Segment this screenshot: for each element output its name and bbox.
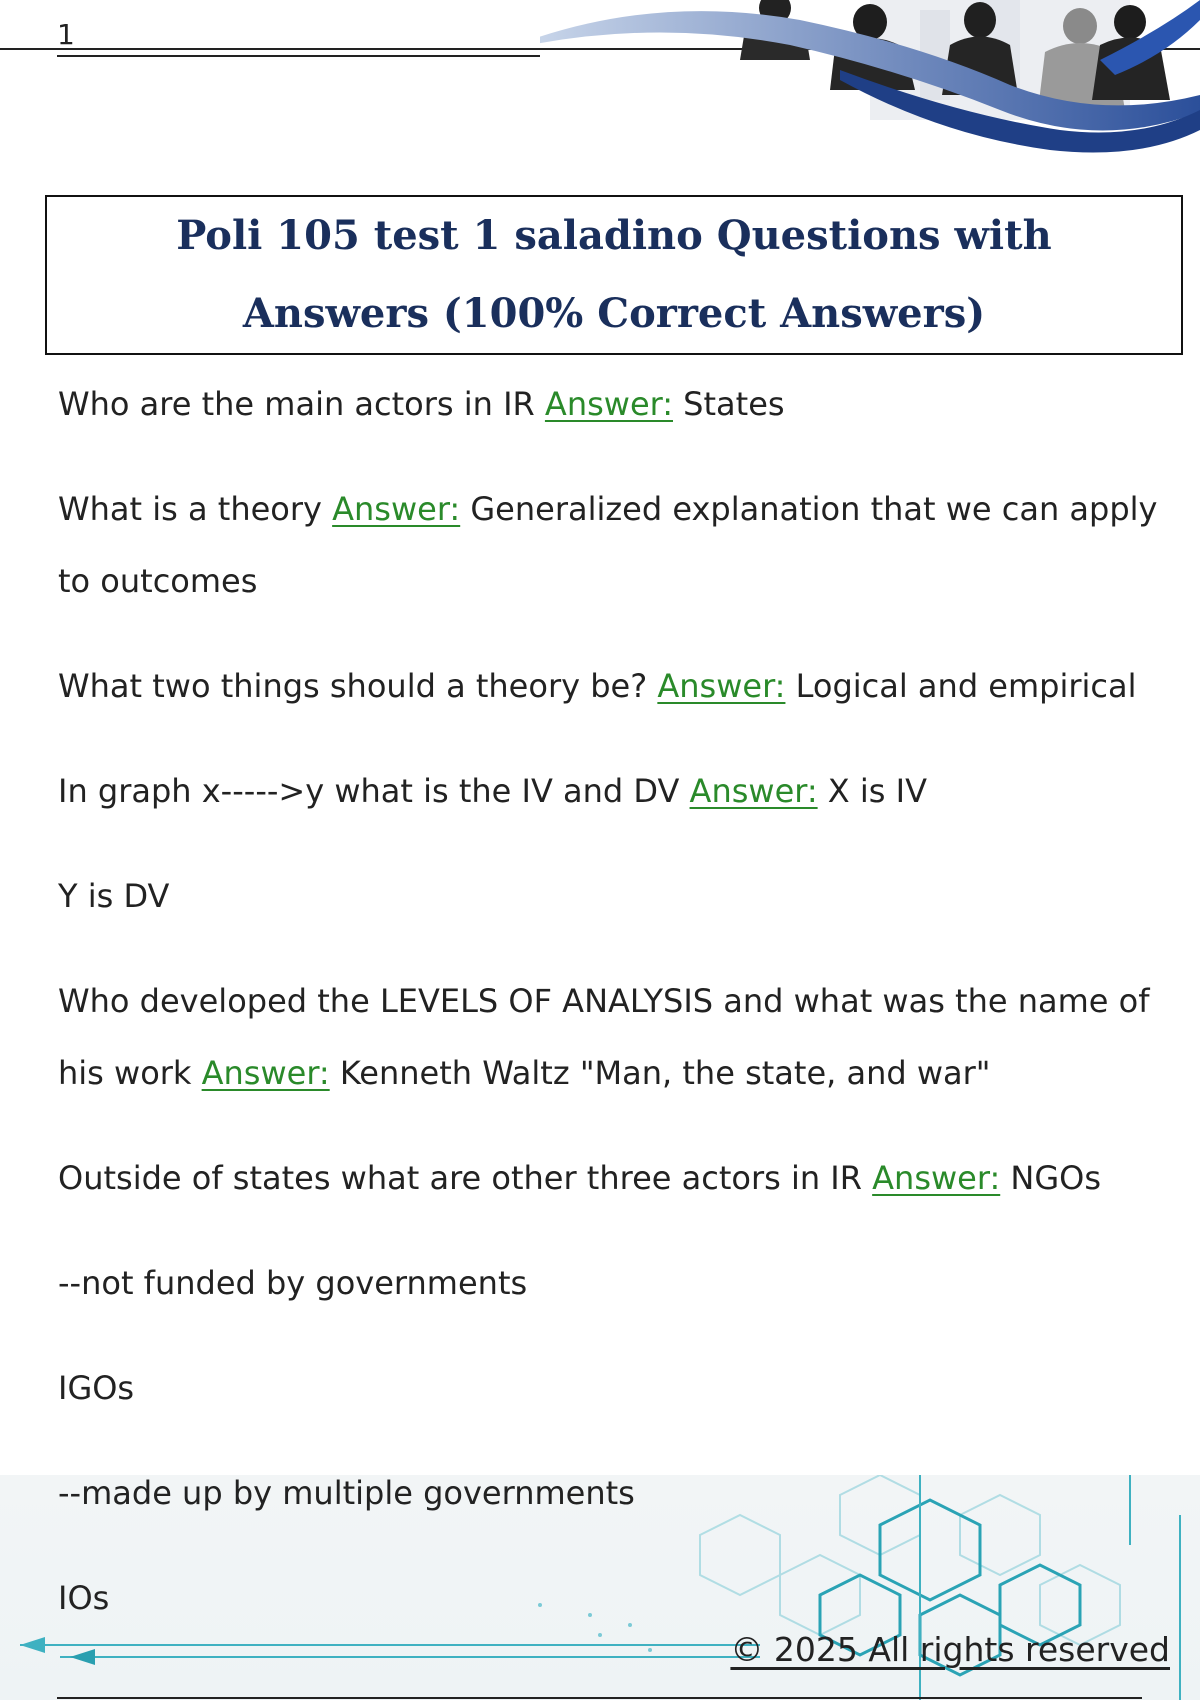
qa-entry: [58, 650, 1158, 722]
answer-label: Answer:: [689, 772, 818, 810]
answer-text: X is IV: [827, 772, 927, 810]
answer-text: Generalized explanation that we can apply to outcomes: [58, 490, 1158, 600]
qa-entry: [58, 965, 1158, 1109]
question-text: What is a theory: [58, 490, 322, 528]
answer-text: Logical and empirical: [795, 667, 1137, 705]
text-line: --not funded by governments: [58, 1264, 528, 1302]
question-text: Who are the main actors in IR: [58, 385, 535, 423]
answer-label: Answer:: [872, 1159, 1001, 1197]
text-line: Y is DV: [58, 877, 170, 915]
qa-entry: [58, 755, 1158, 827]
qa-entry: [58, 368, 1158, 440]
text-line: IGOs: [58, 1369, 135, 1407]
answer-label: Answer:: [332, 490, 461, 528]
answer-text: States: [683, 385, 785, 423]
qa-entry: [58, 473, 1158, 617]
text-line: --made up by multiple governments: [58, 1474, 635, 1512]
footer-rule: [57, 1697, 1142, 1699]
question-text: Outside of states what are other three actors in IR: [58, 1159, 862, 1197]
header-people-banner-graphic: [540, 0, 1200, 160]
document-title: Poli 105 test 1 saladino Questions with Answers (100% Correct Answers): [176, 212, 1052, 337]
answer-label: Answer:: [657, 667, 786, 705]
text-line: IOs: [58, 1579, 110, 1617]
answer-text: NGOs: [1010, 1159, 1101, 1197]
answer-label: Answer:: [544, 385, 673, 423]
qa-entry: [58, 1142, 1158, 1214]
qa-list: [58, 368, 1158, 1667]
copyright-notice: © 2025 All rights reserved: [730, 1630, 1170, 1669]
answer-label: Answer:: [201, 1054, 330, 1092]
document-title-box: [45, 195, 1183, 355]
question-text: What two things should a theory be?: [58, 667, 648, 705]
answer-text: Kenneth Waltz "Man, the state, and war": [339, 1054, 991, 1092]
question-text: In graph x----->y what is the IV and DV: [58, 772, 680, 810]
page-number-rule: [57, 55, 540, 57]
page-number: 1: [57, 18, 75, 51]
question-text: Who developed the LEVELS OF ANALYSIS and what was the name of his work: [58, 982, 1150, 1092]
